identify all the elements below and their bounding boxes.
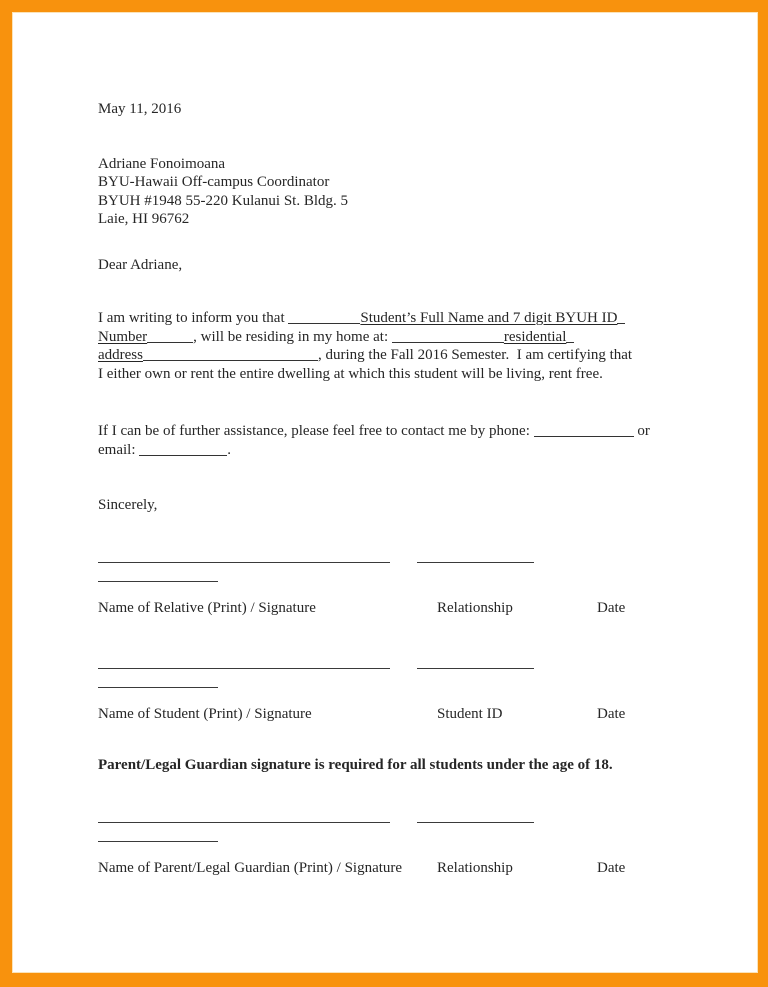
- recipient-address-line1: BYUH #1948 55-220 Kulanui St. Bldg. 5: [98, 192, 349, 209]
- signature-line: [98, 821, 390, 823]
- assistance-text: or: [633, 423, 650, 439]
- underlined-placeholder-student-name: Student’s Full Name and 7 digit BYUH ID: [360, 310, 618, 326]
- blank-student-name: [288, 311, 360, 324]
- signature-line-secondary: [98, 840, 218, 842]
- signature-block-relative: [98, 561, 698, 618]
- date-label: Date: [597, 706, 626, 722]
- recipient-name: Adriane Fonoimoana: [98, 155, 226, 172]
- body-line-3: [98, 346, 698, 365]
- signature-labels: [98, 599, 698, 618]
- blank-line: [566, 330, 574, 343]
- blank-phone: [534, 424, 634, 437]
- assistance-paragraph: [98, 422, 698, 459]
- student-id-line: [417, 667, 534, 669]
- signature-line: [98, 667, 390, 669]
- signature-label: Name of Student (Print) / Signature: [98, 706, 312, 722]
- body-text: I am writing to inform you that: [98, 310, 289, 326]
- closing: Sincerely,: [98, 497, 158, 513]
- relationship-label: Relationship: [437, 599, 513, 616]
- body-line-2: [98, 328, 698, 347]
- assistance-text: email:: [98, 441, 140, 458]
- signature-line-secondary: [98, 580, 218, 582]
- body-text: , will be residing in my home at:: [193, 328, 392, 345]
- assistance-text: If I can be of further assistance, please feel free to contact me by phone:: [98, 423, 534, 439]
- signature-line-row: [98, 561, 698, 563]
- underlined-placeholder-address: address: [98, 347, 143, 363]
- recipient-address-line2: Laie, HI 96762: [98, 211, 190, 227]
- letter-date: May 11, 2016: [98, 101, 182, 117]
- blank-id-number: [147, 330, 193, 343]
- assistance-text: .: [227, 441, 231, 458]
- underlined-placeholder-residential: residential: [503, 328, 567, 345]
- signature-line: [98, 561, 390, 563]
- signature-line-row: [98, 667, 698, 669]
- assistance-line-1: [98, 422, 698, 441]
- relationship-line: [417, 561, 534, 563]
- blank-line: [617, 311, 625, 324]
- letter-content: [12, 12, 698, 878]
- body-line-4: I either own or rent the entire dwelling at which this student will be living, rent free.: [98, 365, 603, 382]
- body-text: , during the Fall 2016 Semester. I am certifying that: [318, 347, 633, 363]
- recipient-title: BYU-Hawaii Off-campus Coordinator: [98, 174, 330, 190]
- letter-page: [12, 12, 758, 973]
- relationship-line: [417, 821, 534, 823]
- student-id-label: Student ID: [437, 706, 503, 722]
- recipient-block: [98, 155, 698, 229]
- blank-address: [143, 348, 318, 361]
- date-label: Date: [597, 860, 626, 876]
- guardian-note: Parent/Legal Guardian signature is required for all students under the age of 18.: [98, 756, 613, 773]
- signature-block-guardian: [98, 821, 698, 878]
- blank-email: [139, 443, 227, 456]
- signature-line-row: [98, 821, 698, 823]
- assistance-line-2: [98, 441, 698, 460]
- signature-label: Name of Parent/Legal Guardian (Print) / Signature: [98, 860, 403, 876]
- relationship-label: Relationship: [437, 860, 513, 876]
- signature-labels: [98, 705, 698, 724]
- signature-labels: [98, 859, 698, 878]
- signature-label: Name of Relative (Print) / Signature: [98, 599, 316, 616]
- blank-residential-address: [392, 330, 504, 343]
- date-label: Date: [597, 599, 626, 616]
- body-line-1: [98, 309, 698, 328]
- signature-block-student: [98, 667, 698, 724]
- salutation: Dear Adriane,: [98, 256, 183, 273]
- underlined-placeholder-number: Number: [98, 328, 148, 345]
- signature-line-secondary: [98, 686, 218, 688]
- body-paragraph: [98, 309, 698, 383]
